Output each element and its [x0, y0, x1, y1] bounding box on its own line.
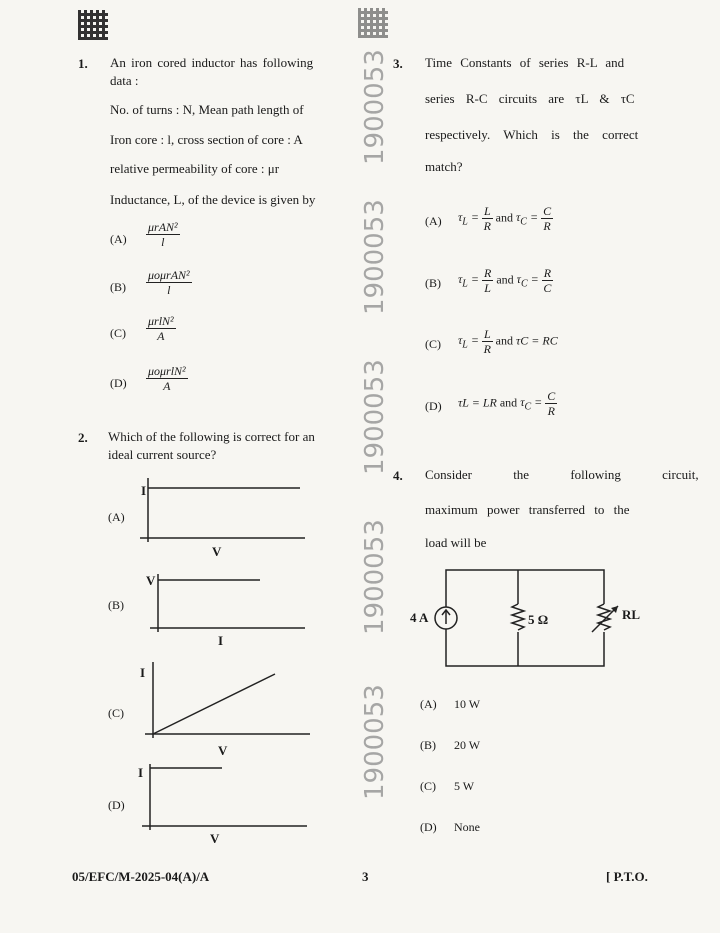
question-text: Which of the following is correct for an [108, 429, 315, 444]
option-formula: μoμrAN² l [148, 268, 190, 297]
option-label: (D) [108, 798, 125, 812]
option-label: (B) [110, 280, 126, 294]
option-label: (A) [110, 232, 127, 246]
option-formula: μoμrlN² A [148, 364, 186, 393]
watermark: 1900053 [360, 359, 390, 475]
option-text: None [454, 820, 480, 834]
option-label: (A) [420, 697, 437, 711]
question-text: ideal current source? [108, 447, 217, 462]
option-label: (C) [425, 337, 441, 351]
option-label: (B) [425, 276, 441, 290]
question-text: data : [110, 73, 139, 88]
paper-code: 05/EFC/M-2025-04(A)/A [72, 869, 210, 884]
axis-label-v: V [212, 544, 222, 559]
option-formula: μrAN² l [148, 220, 178, 249]
graph-d [132, 760, 312, 834]
option-formula: $\tau_L$ = $\frac{L}{R}$ and $\tau_C$ = $\frac{C}{R}$ [458, 204, 552, 233]
option-formula: $\tau_L$ = $\frac{L}{R}$ and τC = RC [458, 327, 558, 356]
page-number: 3 [362, 869, 369, 884]
question-text: Consider the following circuit, [425, 467, 699, 482]
pto-label: [ P.T.O. [606, 869, 648, 884]
question-text: No. of turns : N, Mean path length of [110, 102, 304, 117]
option-label: (A) [108, 510, 125, 524]
question-number: 3. [393, 56, 403, 71]
axis-label-v: V [146, 573, 156, 588]
watermark: 1900053 [360, 199, 390, 315]
watermark: 1900053 [360, 519, 390, 635]
resistor-label: 5 Ω [528, 612, 549, 627]
question-number: 4. [393, 468, 403, 483]
axis-label-i: I [218, 633, 224, 648]
option-label: (B) [108, 598, 124, 612]
option-label: (D) [425, 399, 442, 413]
watermark: 1900053 [360, 684, 390, 800]
watermark: 1900053 [360, 49, 390, 165]
axis-label-v: V [218, 743, 228, 758]
source-label: 4 A [410, 610, 429, 625]
graph-b [140, 570, 310, 640]
axis-label-i: I [140, 665, 146, 680]
option-formula: τL = LR and $\tau_C$ = $\frac{C}{R}$ [458, 389, 556, 418]
option-label: (B) [420, 738, 436, 752]
axis-label-v: V [210, 831, 220, 846]
option-formula: μrlN² A [148, 314, 174, 343]
graph-c [135, 658, 315, 748]
question-text: Iron core : l, cross section of core : A [110, 132, 303, 147]
qr-code-left [78, 10, 108, 40]
load-label: RL [622, 607, 641, 622]
option-label: (C) [108, 706, 124, 720]
question-text: Time Constants of series R-L and [425, 55, 625, 70]
question-text: An iron cored inductor has following [110, 55, 314, 70]
option-text: 20 W [454, 738, 481, 752]
question-number: 1. [78, 56, 88, 71]
option-text: 10 W [454, 697, 481, 711]
question-text: match? [425, 159, 463, 174]
question-text: relative permeability of core : μr [110, 161, 280, 176]
question-text: load will be [425, 535, 487, 550]
axis-label-i: I [138, 765, 144, 780]
question-text: Inductance, L, of the device is given by [110, 192, 316, 207]
qr-code-center [358, 8, 388, 38]
question-text: maximum power transferred to the [425, 502, 630, 517]
option-formula: $\tau_L$ = $\frac{R}{L}$ and $\tau_C$ = $\frac{R}{C}$ [458, 266, 552, 295]
option-label: (D) [110, 376, 127, 390]
question-text: series R-C circuits are τL & τC [425, 91, 635, 106]
option-label: (A) [425, 214, 442, 228]
option-label: (C) [420, 779, 436, 793]
question-number: 2. [78, 430, 88, 445]
question-text: respectively. Which is the correct [425, 127, 639, 142]
option-text: 5 W [454, 779, 475, 793]
option-label: (D) [420, 820, 437, 834]
option-label: (C) [110, 326, 126, 340]
axis-label-i: I [141, 483, 147, 498]
